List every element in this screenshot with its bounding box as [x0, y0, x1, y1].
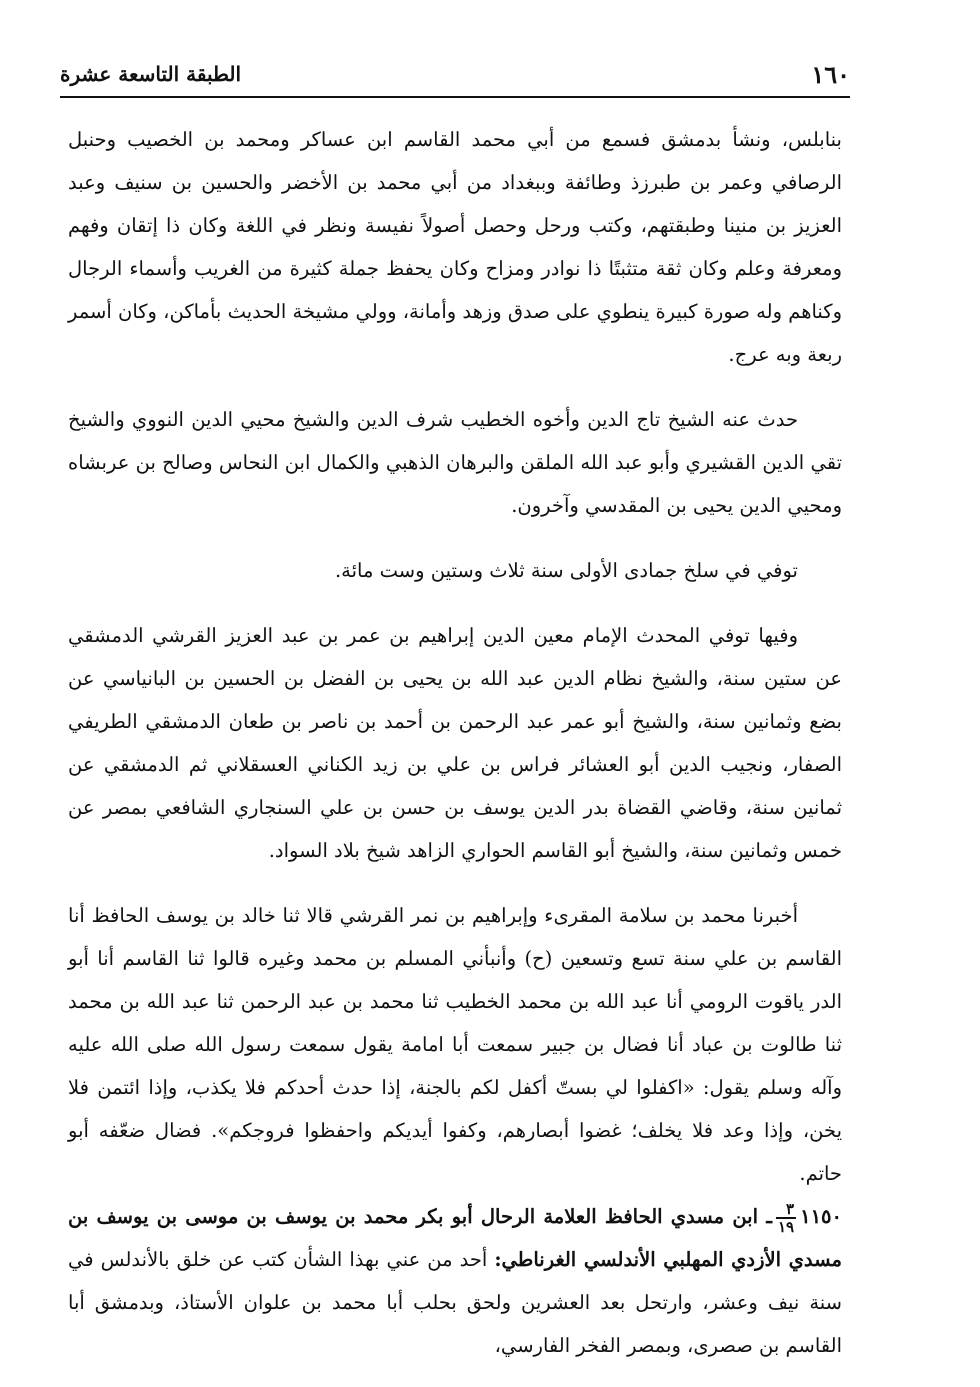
paragraph-1: بنابلس، ونشأ بدمشق فسمع من أبي محمد القاسم ابن عساكر ومحمد بن الخصيب وحنبل الرصافي وعمر بن طبرزذ وطائفة وببغداد من أبي محمد بن الأخضر والحسين بن سنيف وعبد العزيز بن منينا وطبقتهم، وكتب ورحل وحصل أصولاً نفيسة ونظر في اللغة وكان ذا إتقان وفهم ومعرفة وعلم وكان ثقة متثبتًا ذا نوادر ومزاح وكان يحفظ جملة كثيرة من الغريب وأسماء الرجال وكناهم وله صورة كبيرة ينطوي على صدق وزهد وأمانة، وولي مشيخة الحديث بأماكن، وكان أسمر ربعة وبه عرج.: [68, 128, 842, 366]
fraction-numerator: ٣: [776, 1201, 796, 1219]
entry-number: ١١٥٠: [800, 1205, 842, 1228]
entry-text: أحد من عني بهذا الشأن كتب عن خلق بالأندلس في سنة نيف وعشر، وارتحل بعد العشرين ولحق بحلب أبا محمد بن علوان الأستاذ، وبدمشق أبا القاسم بن صصرى، وبمصر الفخر الفارسي،: [68, 1248, 842, 1357]
paragraph-2: حدث عنه الشيخ تاج الدين وأخوه الخطيب شرف الدين والشيخ محيي الدين النووي والشيخ تقي الدين القشيري وأبو عبد الله الملقن والبرهان الذهبي والكمال ابن النحاس وصالح بن عربشاه ومحيي الدين يحيى بن المقدسي وآخرون.: [68, 408, 842, 517]
body-text: [68, 118, 842, 1367]
fraction-denominator: ١٩: [777, 1217, 795, 1236]
paragraph-4: وفيها توفي المحدث الإمام معين الدين إبراهيم بن عمر بن عبد العزيز القرشي الدمشقي عن ستين سنة، والشيخ نظام الدين عبد الله بن يحيى بن الفضل بن الحسين بن البانياسي عن بضع وثمانين سنة، والشيخ أبو عمر عبد الرحمن بن أحمد بن ناصر بن طعان الدمشقي الطريفي الصفار، ونجيب الدين أبو العشائر فراس بن علي بن زيد الكناني العسقلاني ثم الدمشقي عن ثمانين سنة، وقاضي القضاة بدر الدين يوسف بن حسن بن علي السنجاري الشافعي بمصر عن خمس وثمانين سنة، والشيخ أبو القاسم الحواري الزاهد شيخ بلاد السواد.: [68, 624, 842, 862]
paragraph-5: أخبرنا محمد بن سلامة المقرىء وإبراهيم بن نمر القرشي قالا ثنا خالد بن يوسف الحافظ أنا القاسم بن علي سنة تسع وتسعين (ح) وأنبأني المسلم بن محمد وغيره قالوا ثنا القاسم أنا أبو الدر ياقوت الرومي أنا عبد الله بن محمد الخطيب ثنا محمد بن عبد الرحمن ثنا عبد الله بن محمد ثنا طالوت بن عباد أنا فضال بن جبير سمعت أبا امامة يقول سمعت رسول الله صلى الله عليه وآله وسلم يقول: «اكفلوا لي بستّ أكفل لكم بالجنة، إذا حدث أحدكم فلا يكذب، وإذا ائتمن فلا يخن، وإذا وعد فلا يخلف؛ غضوا أبصارهم، وكفوا أيديكم واحفظوا فروجكم». فضال ضعّفه أبو حاتم.: [68, 904, 842, 1185]
entry-name: ـ ابن مسدي الحافظ العلامة الرحال أبو بكر محمد بن يوسف بن موسى بن يوسف بن مسدي الأزدي المهلبي الأندلسي الغرناطي:: [68, 1205, 842, 1271]
page-number: ١٦٠: [811, 60, 850, 89]
entry-fraction: [776, 1201, 796, 1235]
running-head: الطبقة التاسعة عشرة: [60, 62, 242, 86]
page-header: [60, 56, 850, 98]
paragraph-3: توفي في سلخ جمادى الأولى سنة ثلاث وستين وست مائة.: [334, 559, 798, 582]
biography-entry: [68, 1195, 842, 1367]
